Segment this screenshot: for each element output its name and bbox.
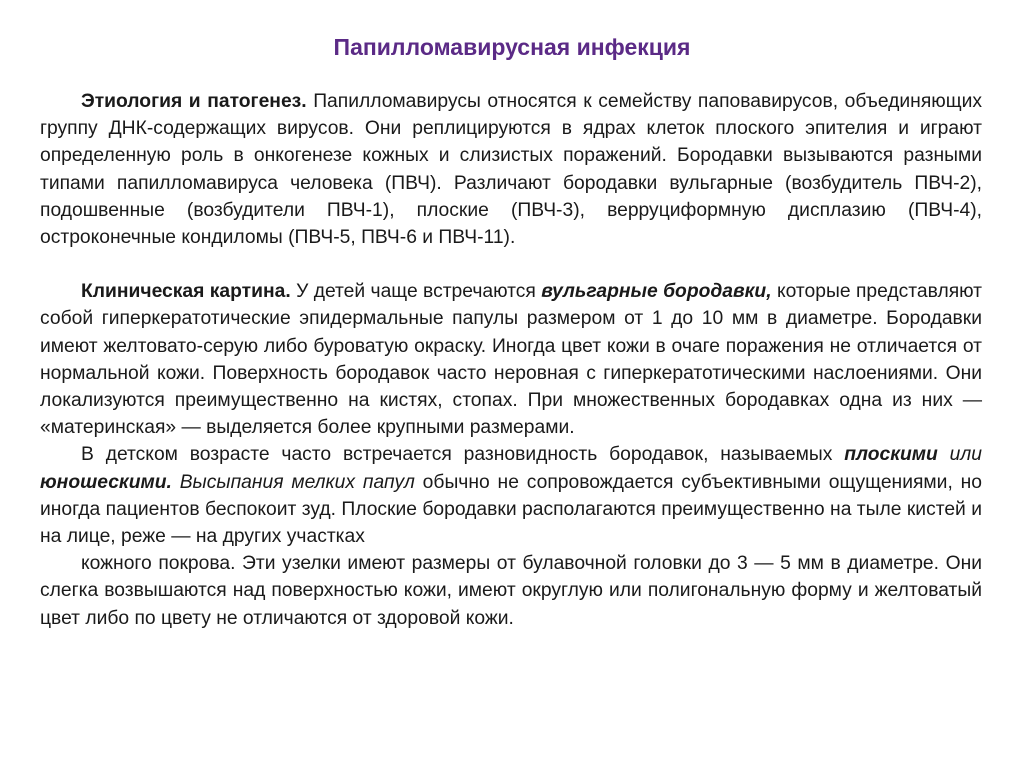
clinical-heading: Клиническая картина. xyxy=(81,281,291,303)
papules-text: кожного покрова. Эти узелки имеют размеры от булавочной головки до 3 — 5 мм в диаметре. Они слегка возвышаются над поверхностью кожи, имеют округлую или полигональную форму и желтоватый цвет либо по цвету не отличаются от здоровой кожи. xyxy=(40,553,982,629)
flat-warts-emphasis-1: плоскими xyxy=(844,444,938,466)
paragraph-flat-warts xyxy=(40,441,982,550)
clinical-emphasis: вульгарные бородавки, xyxy=(541,281,772,303)
flat-warts-emphasis-2: юношескими. xyxy=(40,471,172,493)
etiology-text: Папилломавирусы относятся к семейству паповавирусов, объединяющих группу ДНК-содержащих вирусов. Они реплицируются в ядрах клеток плоского эпителия и играют определенную роль в онкогенезе кожных и слизистых поражений. Бородавки вызываются разными типами папилломавируса человека (ПВЧ). Различают бородавки вульгарные (возбудитель ПВЧ-2), подошвенные (возбудители ПВЧ-1), плоские (ПВЧ-3), верруциформную дисплазию (ПВЧ-4), остроконечные кондиломы (ПВЧ-5, ПВЧ-6 и ПВЧ-11). xyxy=(40,91,982,249)
flat-warts-text-b: обычно не сопровождается субъективными ощущениями, но иногда пациентов беспокоит зуд. Плоские бородавки располагаются преимущественно на тыле кистей и на лице, реже — на других участках xyxy=(40,471,982,548)
paragraph-etiology xyxy=(40,88,982,251)
document-body xyxy=(40,88,982,632)
flat-warts-mid-2: Высыпания мелких папул xyxy=(171,471,415,493)
etiology-heading: Этиология и патогенез. xyxy=(81,91,307,112)
flat-warts-text-a: В детском возрасте часто встречается разновидность бородавок, называемых xyxy=(81,444,845,466)
page-title: Папилломавирусная инфекция xyxy=(333,34,691,60)
clinical-text-a: У детей чаще встречаются xyxy=(290,281,542,303)
flat-warts-mid-1: или xyxy=(937,444,982,466)
clinical-text-b: которые представляют собой гиперкератотические эпидермальные папулы размером от 1 до 10 мм в диаметре. Бородавки имеют желтовато-серую либо буроватую окраску. Иногда цвет кожи в очаге поражения не отличается от нормальной кожи. Поверхность бородавок часто неровная с гиперкератотическими наслоениями. Они локализуются преимущественно на кистях, стопах. При множественных бородавках одна из них — «материнская» — выделяется более крупными размерами. xyxy=(40,281,982,439)
paragraph-clinical xyxy=(40,278,982,441)
paragraph-papules xyxy=(40,550,982,632)
